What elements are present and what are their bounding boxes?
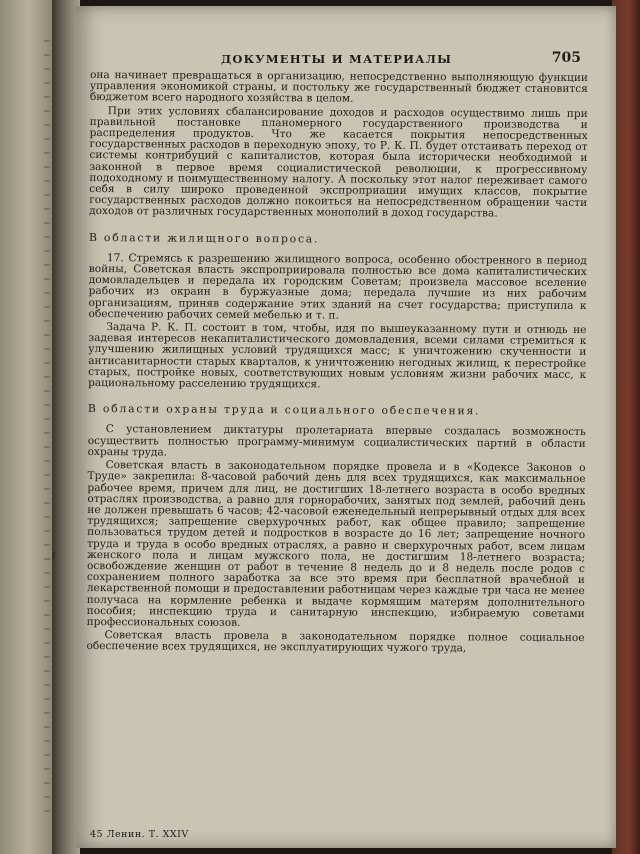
section-heading-labor: В области охраны труда и социального обеспечения. xyxy=(87,402,481,418)
book-cover-edge xyxy=(612,0,640,854)
page-number: 705 xyxy=(551,50,581,66)
paragraph: 17. Стремясь к разрешению жилищного вопроса, особенно обостренного в период войны, Советская власть экспроприировала полностью все дома капиталистических домовладельцев и передала их городским Советам; произвела массовое вселение рабочих из окраин в буржуазные дома; передала лучшие из них рабочим организациям, приняв содержание этих зданий на счет государства; приступила к обеспечению рабочих семей мебелью и т. п. xyxy=(88,251,587,322)
paragraph: Задача Р. К. П. состоит в том, чтобы, идя по вышеуказанному пути и отнюдь не задевая интересов некапиталистического домовладения, всеми силами стремиться к улучшению жилищных условий трудящихся масс; к уничтожению скученности и антисанитарности старых кварталов, к уничтожению негодных жилищ, к перестройке старых, постройке новых, соответствующих новым условиям жизни рабочих масс, к рациональному расселению трудящихся. xyxy=(88,321,587,391)
page-body xyxy=(85,70,588,843)
left-page-edge xyxy=(0,0,52,854)
paragraph: Советская власть провела в законодательном порядке полное социальное обеспечение всех трудящихся, не эксплуатирующих чужого труда, xyxy=(86,629,585,655)
paragraph: она начинает превращаться в организацию, непосредственно выполняющую функции управления экономикой страны, и постольку же государственный бюджет становится бюджетом всего народного хозяйства в целом. xyxy=(89,69,588,106)
paragraph: При этих условиях сбалансирование доходов и расходов осуществимо лишь при правильной постановке планомерного государственного производства и распределения продуктов. Что же касается покрытия непосредственных государственных расходов в переходную эпоху, то Р. К. П. будет отстаивать переход от системы контрибуций с капиталистов, которая была исторически необходимой и законной в первое время социалистической революции, к прогрессивному подоходному и поимущественному налогу. А поскольку этот налог переживает самого себя в силу широко проведенной экспроприации имущих классов, покрытие государственных расходов должно покоиться на непосредственном обращении части доходов от различных государственных монополий в доход государства. xyxy=(89,104,588,220)
paragraph: С установлением диктатуры пролетариата впервые создалась возможность осуществить полностью программу-минимум социалистических партий в области охраны труда. xyxy=(87,423,586,459)
left-page-text-edge xyxy=(44,40,50,820)
running-head-title: ДОКУМЕНТЫ И МАТЕРИАЛЫ xyxy=(221,52,453,66)
running-head xyxy=(221,50,581,70)
signature-mark: 45 Ленин. Т. XXIV xyxy=(90,829,189,840)
left-page-margin-mark: ı xyxy=(52,548,56,562)
section-heading-housing: В области жилищного вопроса. xyxy=(88,230,320,246)
paragraph: Советская власть в законодательном порядке провела и в «Кодексе Законов о Труде» закрепила: 8-часовой рабочий день для всех трудящихся, как максимальное рабочее время, причем для лиц, не достигших 18-летнего возраста в особо вредных отраслях производства, а равно для горнорабочих, занятых под землей, рабочий день не должен превышать 6 часов; 42-часовой еженедельный непрерывный отдых для всех трудящихся; запрещение сверхурочных работ, как общее правило; запрещение пользоваться трудом детей и подростков в возрасте до 16 лет; запрещение ночного труда и труда в особо вредных отраслях, а равно и сверхурочных работ, всем лицам женского пола и лицам мужского пола, не достигшим 18-летнего возраста; освобождение женщин от работ в течение 8 недель до и 8 недель после родов с сохранением полного заработка за все это время при бесплатной врачебной и лекарственной помощи и предоставлении работницам через каждые три часа не менее получаса на кормление ребенка и выдаче кормящим матерям дополнительного пособия; инспекцию труда и санитарную инспекцию, избираемую советами профессиональных союзов. xyxy=(86,459,586,629)
book-page xyxy=(76,6,616,848)
